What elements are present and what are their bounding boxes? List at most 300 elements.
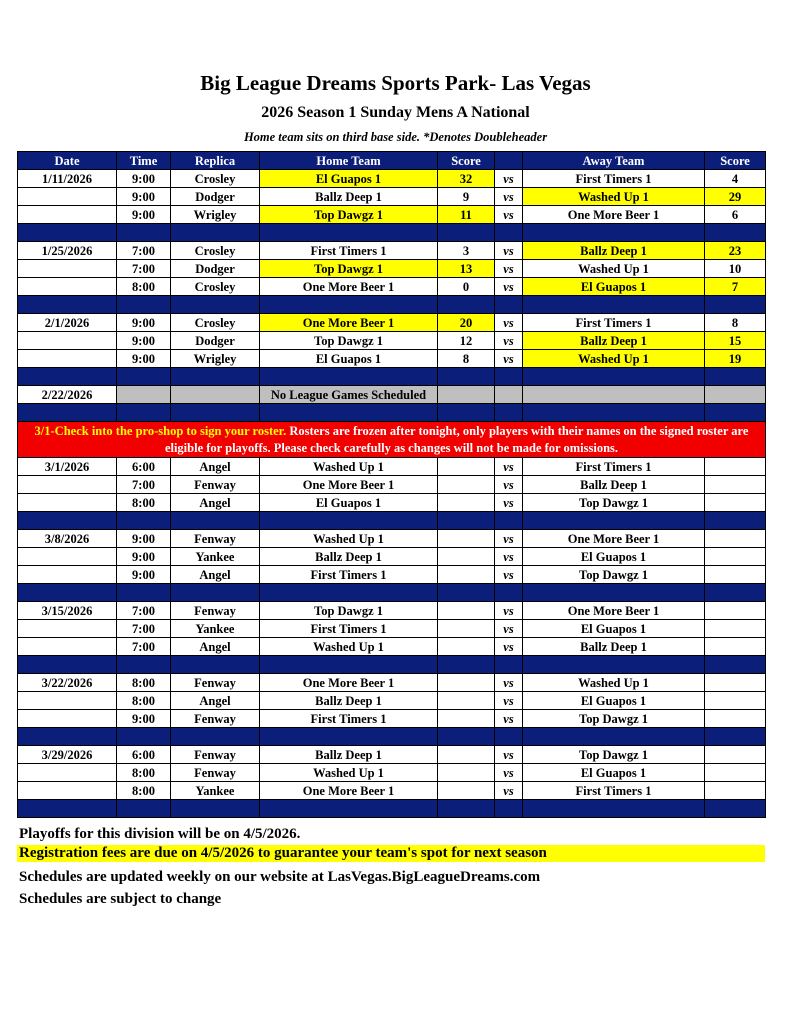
vs-cell: vs (495, 710, 523, 728)
vs-cell (495, 386, 523, 404)
away-score-cell (705, 620, 766, 638)
time-cell: 9:00 (117, 314, 171, 332)
separator-cell (171, 368, 260, 386)
replica-cell: Yankee (171, 620, 260, 638)
no-games-row (18, 386, 766, 404)
date-cell (18, 566, 117, 584)
separator-cell (117, 728, 171, 746)
week-separator-row (18, 368, 766, 386)
home-score-cell (438, 674, 495, 692)
time-cell: 9:00 (117, 170, 171, 188)
week-separator-row (18, 584, 766, 602)
separator-cell (495, 728, 523, 746)
date-cell: 2/1/2026 (18, 314, 117, 332)
away-team-cell: Top Dawgz 1 (523, 566, 705, 584)
separator-cell (18, 512, 117, 530)
separator-cell (523, 800, 705, 818)
separator-cell (18, 404, 117, 422)
time-cell: 7:00 (117, 476, 171, 494)
home-score-cell (438, 746, 495, 764)
vs-cell: vs (495, 314, 523, 332)
separator-cell (438, 404, 495, 422)
separator-cell (260, 404, 438, 422)
separator-cell (523, 224, 705, 242)
vs-cell: vs (495, 458, 523, 476)
replica-cell: Fenway (171, 602, 260, 620)
date-cell (18, 548, 117, 566)
separator-cell (523, 296, 705, 314)
separator-cell (705, 404, 766, 422)
replica-cell: Dodger (171, 260, 260, 278)
header-away-score: Score (705, 152, 766, 170)
home-score-cell (438, 494, 495, 512)
home-team-cell: Ballz Deep 1 (260, 548, 438, 566)
separator-cell (260, 656, 438, 674)
away-team-cell: El Guapos 1 (523, 692, 705, 710)
game-row (18, 494, 766, 512)
home-team-cell: Washed Up 1 (260, 530, 438, 548)
game-row (18, 764, 766, 782)
away-team-cell: Ballz Deep 1 (523, 638, 705, 656)
separator-cell (171, 656, 260, 674)
home-score-cell (438, 386, 495, 404)
time-cell: 9:00 (117, 188, 171, 206)
replica-cell: Yankee (171, 782, 260, 800)
home-team-cell: Ballz Deep 1 (260, 692, 438, 710)
separator-cell (260, 368, 438, 386)
week-separator-row (18, 512, 766, 530)
home-team-cell: El Guapos 1 (260, 170, 438, 188)
away-team-cell: El Guapos 1 (523, 764, 705, 782)
replica-cell: Fenway (171, 764, 260, 782)
separator-cell (171, 296, 260, 314)
separator-cell (18, 584, 117, 602)
subject-to-change-note: Schedules are subject to change (19, 891, 222, 907)
separator-cell (117, 512, 171, 530)
game-row (18, 620, 766, 638)
home-score-cell: 32 (438, 170, 495, 188)
home-team-cell: Washed Up 1 (260, 458, 438, 476)
game-row (18, 548, 766, 566)
week-separator-row (18, 656, 766, 674)
separator-cell (495, 584, 523, 602)
time-cell: 7:00 (117, 260, 171, 278)
vs-cell: vs (495, 206, 523, 224)
home-score-cell (438, 620, 495, 638)
date-cell: 2/22/2026 (18, 386, 117, 404)
date-cell: 1/11/2026 (18, 170, 117, 188)
date-cell (18, 206, 117, 224)
separator-cell (705, 728, 766, 746)
separator-cell (705, 224, 766, 242)
home-team-cell: Top Dawgz 1 (260, 260, 438, 278)
replica-cell: Crosley (171, 314, 260, 332)
replica-cell: Yankee (171, 548, 260, 566)
separator-cell (171, 728, 260, 746)
separator-cell (260, 296, 438, 314)
separator-cell (705, 656, 766, 674)
home-team-cell: El Guapos 1 (260, 350, 438, 368)
game-row (18, 602, 766, 620)
separator-cell (705, 512, 766, 530)
home-team-cell: One More Beer 1 (260, 782, 438, 800)
separator-cell (523, 584, 705, 602)
header-vs (495, 152, 523, 170)
game-row (18, 782, 766, 800)
separator-cell (117, 296, 171, 314)
home-score-cell: 20 (438, 314, 495, 332)
separator-cell (438, 512, 495, 530)
date-cell: 3/8/2026 (18, 530, 117, 548)
home-team-cell: First Timers 1 (260, 566, 438, 584)
date-cell: 3/29/2026 (18, 746, 117, 764)
website-note: Schedules are updated weekly on our website at LasVegas.BigLeagueDreams.com (19, 869, 541, 885)
separator-cell (18, 800, 117, 818)
away-team-cell: Washed Up 1 (523, 674, 705, 692)
time-cell: 8:00 (117, 692, 171, 710)
time-cell: 9:00 (117, 206, 171, 224)
away-score-cell (705, 458, 766, 476)
week-separator-row (18, 224, 766, 242)
table-header-row (18, 152, 766, 170)
replica-cell: Crosley (171, 170, 260, 188)
vs-cell: vs (495, 476, 523, 494)
time-cell: 8:00 (117, 764, 171, 782)
separator-cell (705, 584, 766, 602)
vs-cell: vs (495, 350, 523, 368)
away-score-cell (705, 746, 766, 764)
week-separator-row (18, 800, 766, 818)
game-row (18, 314, 766, 332)
separator-cell (260, 512, 438, 530)
no-games-label: No League Games Scheduled (260, 386, 438, 404)
separator-cell (117, 224, 171, 242)
schedule-body (18, 170, 766, 818)
home-score-cell (438, 764, 495, 782)
replica-cell: Fenway (171, 746, 260, 764)
replica-cell: Fenway (171, 674, 260, 692)
home-score-cell (438, 458, 495, 476)
time-cell: 9:00 (117, 350, 171, 368)
separator-cell (18, 656, 117, 674)
time-cell: 8:00 (117, 494, 171, 512)
header-time: Time (117, 152, 171, 170)
replica-cell: Dodger (171, 188, 260, 206)
separator-cell (495, 404, 523, 422)
roster-notice-text: Rosters are frozen after tonight, only players with their names on the signed roster are eligible for playoffs. Please check carefully as changes will not be made for omissions. (164, 423, 749, 455)
time-cell: 7:00 (117, 620, 171, 638)
schedule-table (17, 151, 766, 818)
separator-cell (438, 656, 495, 674)
registration-note: Registration fees are due on 4/5/2026 to guarantee your team's spot for next season (17, 845, 765, 862)
vs-cell: vs (495, 566, 523, 584)
game-row (18, 260, 766, 278)
separator-cell (260, 224, 438, 242)
vs-cell: vs (495, 548, 523, 566)
away-team-cell: Ballz Deep 1 (523, 242, 705, 260)
separator-cell (705, 800, 766, 818)
replica-cell: Angel (171, 494, 260, 512)
schedule-note: Home team sits on third base side. *Denotes Doubleheader (243, 130, 548, 144)
game-row (18, 242, 766, 260)
separator-cell (705, 368, 766, 386)
separator-cell (117, 368, 171, 386)
game-row (18, 638, 766, 656)
date-cell (18, 278, 117, 296)
vs-cell: vs (495, 188, 523, 206)
away-score-cell (705, 548, 766, 566)
week-separator-row (18, 296, 766, 314)
roster-notice (18, 422, 766, 458)
away-team-cell: Ballz Deep 1 (523, 476, 705, 494)
away-team-cell: One More Beer 1 (523, 602, 705, 620)
home-score-cell: 8 (438, 350, 495, 368)
away-score-cell (705, 566, 766, 584)
away-team-cell: El Guapos 1 (523, 620, 705, 638)
separator-cell (523, 512, 705, 530)
away-score-cell (705, 674, 766, 692)
away-score-cell (705, 710, 766, 728)
away-team-cell: Washed Up 1 (523, 350, 705, 368)
away-team-cell: Top Dawgz 1 (523, 494, 705, 512)
replica-cell: Crosley (171, 278, 260, 296)
date-cell (18, 638, 117, 656)
replica-cell: Wrigley (171, 206, 260, 224)
vs-cell: vs (495, 674, 523, 692)
header-away-team: Away Team (523, 152, 705, 170)
date-cell (18, 494, 117, 512)
date-cell: 3/22/2026 (18, 674, 117, 692)
separator-cell (171, 404, 260, 422)
separator-cell (438, 584, 495, 602)
separator-cell (523, 656, 705, 674)
vs-cell: vs (495, 746, 523, 764)
separator-cell (438, 296, 495, 314)
separator-cell (495, 800, 523, 818)
vs-cell: vs (495, 620, 523, 638)
away-team-cell: First Timers 1 (523, 458, 705, 476)
replica-cell: Dodger (171, 332, 260, 350)
separator-cell (523, 728, 705, 746)
separator-cell (495, 296, 523, 314)
roster-notice-row (18, 422, 766, 458)
date-cell (18, 764, 117, 782)
home-score-cell (438, 602, 495, 620)
home-score-cell: 3 (438, 242, 495, 260)
away-team-cell (523, 386, 705, 404)
away-score-cell: 23 (705, 242, 766, 260)
away-score-cell (705, 638, 766, 656)
page-title: Big League Dreams Sports Park- Las Vegas (200, 71, 591, 95)
home-team-cell: Top Dawgz 1 (260, 602, 438, 620)
replica-cell (171, 386, 260, 404)
home-score-cell (438, 566, 495, 584)
replica-cell: Crosley (171, 242, 260, 260)
away-score-cell (705, 476, 766, 494)
replica-cell: Wrigley (171, 350, 260, 368)
date-cell (18, 782, 117, 800)
vs-cell: vs (495, 782, 523, 800)
date-cell (18, 620, 117, 638)
separator-cell (260, 728, 438, 746)
home-team-cell: First Timers 1 (260, 710, 438, 728)
vs-cell: vs (495, 494, 523, 512)
week-separator-row (18, 404, 766, 422)
separator-cell (523, 404, 705, 422)
vs-cell: vs (495, 170, 523, 188)
header-home-team: Home Team (260, 152, 438, 170)
roster-notice-lead: 3/1-Check into the pro-shop to sign your roster. (34, 423, 287, 438)
home-team-cell: One More Beer 1 (260, 314, 438, 332)
away-score-cell: 7 (705, 278, 766, 296)
home-score-cell: 13 (438, 260, 495, 278)
away-score-cell (705, 602, 766, 620)
away-score-cell: 10 (705, 260, 766, 278)
time-cell: 7:00 (117, 638, 171, 656)
away-score-cell (705, 494, 766, 512)
home-score-cell (438, 692, 495, 710)
game-row (18, 746, 766, 764)
away-score-cell: 6 (705, 206, 766, 224)
away-score-cell: 29 (705, 188, 766, 206)
separator-cell (438, 224, 495, 242)
separator-cell (438, 368, 495, 386)
separator-cell (523, 368, 705, 386)
time-cell: 7:00 (117, 242, 171, 260)
separator-cell (117, 656, 171, 674)
away-team-cell: Ballz Deep 1 (523, 332, 705, 350)
home-score-cell: 0 (438, 278, 495, 296)
replica-cell: Angel (171, 692, 260, 710)
vs-cell: vs (495, 764, 523, 782)
away-score-cell: 4 (705, 170, 766, 188)
away-team-cell: Top Dawgz 1 (523, 710, 705, 728)
away-score-cell (705, 692, 766, 710)
separator-cell (260, 584, 438, 602)
date-cell (18, 476, 117, 494)
away-team-cell: Washed Up 1 (523, 188, 705, 206)
away-team-cell: First Timers 1 (523, 314, 705, 332)
date-cell (18, 188, 117, 206)
separator-cell (18, 224, 117, 242)
replica-cell: Angel (171, 566, 260, 584)
home-team-cell: One More Beer 1 (260, 278, 438, 296)
away-team-cell: First Timers 1 (523, 782, 705, 800)
game-row (18, 188, 766, 206)
time-cell: 9:00 (117, 530, 171, 548)
away-score-cell (705, 386, 766, 404)
vs-cell: vs (495, 638, 523, 656)
date-cell (18, 260, 117, 278)
vs-cell: vs (495, 278, 523, 296)
away-score-cell (705, 530, 766, 548)
home-team-cell: Washed Up 1 (260, 764, 438, 782)
separator-cell (171, 800, 260, 818)
replica-cell: Fenway (171, 710, 260, 728)
away-score-cell: 15 (705, 332, 766, 350)
game-row (18, 332, 766, 350)
date-cell: 1/25/2026 (18, 242, 117, 260)
vs-cell: vs (495, 530, 523, 548)
home-score-cell (438, 476, 495, 494)
time-cell: 6:00 (117, 458, 171, 476)
home-score-cell (438, 710, 495, 728)
separator-cell (171, 584, 260, 602)
time-cell: 9:00 (117, 332, 171, 350)
time-cell: 7:00 (117, 602, 171, 620)
home-score-cell (438, 530, 495, 548)
game-row (18, 206, 766, 224)
home-score-cell (438, 782, 495, 800)
vs-cell: vs (495, 260, 523, 278)
away-team-cell: First Timers 1 (523, 170, 705, 188)
separator-cell (495, 368, 523, 386)
separator-cell (171, 224, 260, 242)
separator-cell (438, 728, 495, 746)
home-team-cell: Top Dawgz 1 (260, 206, 438, 224)
separator-cell (18, 368, 117, 386)
away-score-cell: 19 (705, 350, 766, 368)
home-team-cell: First Timers 1 (260, 242, 438, 260)
separator-cell (18, 296, 117, 314)
separator-cell (705, 296, 766, 314)
time-cell: 9:00 (117, 548, 171, 566)
date-cell: 3/15/2026 (18, 602, 117, 620)
vs-cell: vs (495, 332, 523, 350)
game-row (18, 530, 766, 548)
game-row (18, 458, 766, 476)
home-team-cell: One More Beer 1 (260, 674, 438, 692)
home-team-cell: Ballz Deep 1 (260, 188, 438, 206)
home-team-cell: First Timers 1 (260, 620, 438, 638)
replica-cell: Angel (171, 458, 260, 476)
time-cell: 8:00 (117, 782, 171, 800)
separator-cell (171, 512, 260, 530)
home-team-cell: Washed Up 1 (260, 638, 438, 656)
game-row (18, 566, 766, 584)
game-row (18, 692, 766, 710)
header-home-score: Score (438, 152, 495, 170)
home-score-cell (438, 548, 495, 566)
home-score-cell (438, 638, 495, 656)
away-team-cell: One More Beer 1 (523, 530, 705, 548)
separator-cell (495, 656, 523, 674)
date-cell (18, 332, 117, 350)
home-team-cell: One More Beer 1 (260, 476, 438, 494)
date-cell (18, 710, 117, 728)
page-subtitle: 2026 Season 1 Sunday Mens A National (261, 104, 530, 121)
replica-cell: Angel (171, 638, 260, 656)
header-date: Date (18, 152, 117, 170)
playoffs-note: Playoffs for this division will be on 4/5/2026. (19, 826, 301, 842)
game-row (18, 476, 766, 494)
home-score-cell: 9 (438, 188, 495, 206)
time-cell: 9:00 (117, 566, 171, 584)
separator-cell (117, 800, 171, 818)
date-cell (18, 350, 117, 368)
time-cell: 8:00 (117, 674, 171, 692)
away-team-cell: Top Dawgz 1 (523, 746, 705, 764)
week-separator-row (18, 728, 766, 746)
separator-cell (438, 800, 495, 818)
vs-cell: vs (495, 692, 523, 710)
game-row (18, 170, 766, 188)
header-replica: Replica (171, 152, 260, 170)
date-cell (18, 692, 117, 710)
time-cell: 6:00 (117, 746, 171, 764)
separator-cell (117, 584, 171, 602)
replica-cell: Fenway (171, 530, 260, 548)
